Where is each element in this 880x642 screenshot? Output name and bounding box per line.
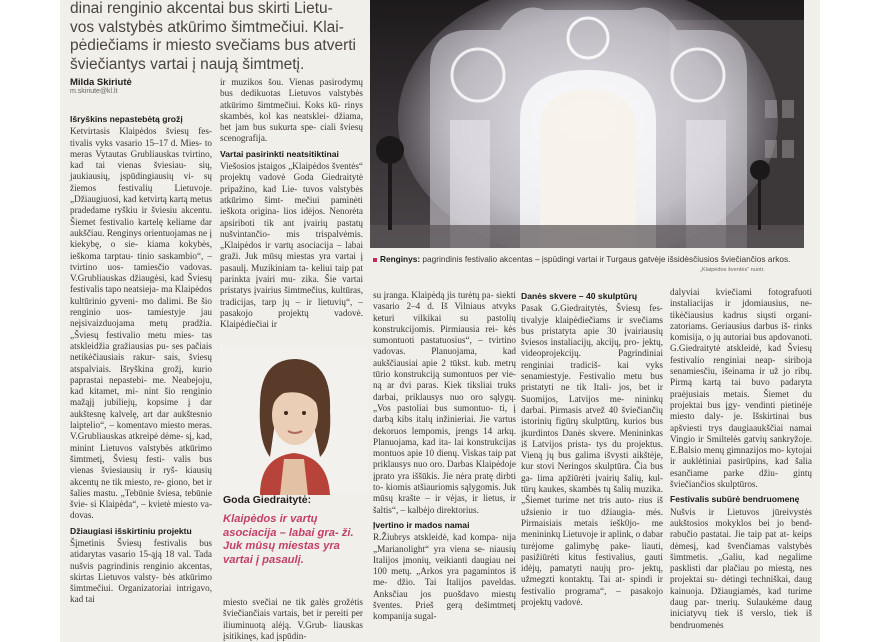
- section-heading: Džiaugiasi išskirtiniu projektu: [70, 525, 192, 536]
- caption-text: pagrindinis festivalio akcentas – įspūdingi vartai ir Turgaus gatvėje išsidėsčiusios šviečiančios arkos.: [422, 254, 791, 264]
- section-heading: Festivalis subūrė bendruomenę: [670, 494, 800, 505]
- body-text: Šįmetinis Šviesų festivalis bus atidarytas vasario 15-ąją 18 val. Tada nušvis pagrindinis renginio akcentas, skirtas Lietuvos valsty- bės atkūrimo šimtmečiui. Organizatoriai intrigavo, kad tai: [70, 537, 212, 605]
- headline-lead: dinai renginio akcentai bus skirti Lietu- vos valstybės atkūrimo šimtmečiui. Klai- pėdiečiams ir miesto svečiams bus atverti šviečiantys vartai į naują šimtmetį.: [70, 0, 356, 73]
- body-text: Ketvirtasis Klaipėdos šviesų fes- tivalis vyks vasario 15–17 d. Mies- to meras Vytautas Grubliauskas tvirtino, kad tai vienas šviesiau- sių, jaukiausių, įspūdingiausių vi- sų žiemos festivalių Lietuvoje. „Džiaugiuosi, kad ketvirtą kartą metus pradedame ryškiu ir šviesiu akcentu. Šiemet festivalio kartelę keliame dar aukščiau. Renginys orientuojamas ne į kiekybę, o sie- kiama kokybės, ieškoma tarptau- tinio saskambio“, – tvirtino uos- tamiesčio vadovas. V.Grubliauskas džiaugėsi, kad Šviesų festivalis tapo neatsieja- ma Klaipėdos kultūrinio gyveni- mo dalimi. Be šio renginio uos- tamiestyje jau neįsivaizduojama metų pradžia. „Šviesų festivalio metu mies- tas atskleidžia gražiausias pu- ses pačiais netikėčiausiais rakur- sais, šviesų atspalviais. Išryškina grožį, kurio paprastai nepastebi- me. Neabejoju, kad kitamet, mi- nint šio renginio mažąjį jubiliejų, kopsime į dar aukštesnę kalvelę, art dar aukštesnio laiptelio“, – komentavo miesto meras. V.Grubliauskas atkreipė dėme- sį, kad, minint Lietuvos valstybės atkūrimo šimtmetį, Šviesų festi- valis bus vienas šviesiausių ir ryš- kiausių akcentų ne tik miesto, re- giono, bet ir šalies mastu. „Tebūnie šviesa, tebūnie švie- si Klaipėda“, – kvietė miesto va- dovas.: [70, 126, 212, 521]
- body-text: Pasak G.Giedraitytės, Šviesų fes- tivalyje klaipėdiečiams ir svečiams bus pristatyta apie 30 įvairiausių šviesos instaliacijų, akcijų, pro- jektų, videoprojekcijų. Pagrindiniai renginiai tradiciš- kai vyks senamiestyje. Festivalio metu bus pristatyti ne tik Itali- jos, bet ir Suomijos, Latvijos me- nininkų darbai. Pirmasis atvež 40 šviečiančių istorinių figūrų skulptūrų, kurios bus įkurdintos Danės skvere. Menininkas iš Latvijos prista- tys du projektus. Vieną jų bus galima išvysti aikštėje, kur stovi Neringos skulptūra. Čia bus ga- lima apžiūrėti įvairių šalių, kul- tūrų kaukes, skambės tų šalių muzika. „Šiemet turime net tris auto- rius iš užsienio ir tuo džiaugia- mės. Pirmaisiais metais iešk0jo- me menininkų Lietuvoje ir aplink, o dabar turėjome galimybę pake- liauti, pasižiūrėti kitus festivalius, gauti idėjų, pamatyti naujų pro- jektų, užmegzti kontaktų. Tai at- spindi ir festivalio programa“, – pasakojo projektų vadovė.: [521, 303, 663, 608]
- body-text: R.Žiubrys atskleidė, kad kompa- nija „Marianolight“ yra viena se- niausių Italijos įmonių, veikianti daugiau nei 100 metų. „Arkos yra pagamintos iš me- džio. Tai Italijos paveldas. Anksčiau jos puošdavo miestų šventes. Prieš gerą dešimtmetį kompanija sugal-: [373, 532, 516, 622]
- section-heading: Danės skvere – 40 skulptūrų: [521, 291, 638, 301]
- body-text: Viešosios įstaigos „Klaipėdos šventės“ projektų vadovė Goda Giedraitytė pripažino, kad Lie- tuvos valstybės atkūrimo šimt- mečiui paminėti ieškota origina- lios idėjos. Nenorėta apsiriboti tik ant įvairių pastatų nušvintančio- mis trispalvėmis. „Klaipėdos ir vartų asociacija – labai graži. Juk mūsų miestas yra vartai į pasaulį. Muzikiniam ta- keliui taip pat parinkta įvairi mu- zika. Šie vartai pristatys įvairius šimtmečius, kultūras, tradicijas, tarp jų – ir lietuvių“, – pasakojo projektų vadovė. Klaipėdiečiai ir: [220, 161, 363, 330]
- section-heading: Vartai pasirinkti neatsitiktinai: [220, 148, 339, 159]
- newspaper-page: [60, 0, 820, 642]
- article-column-3: [373, 290, 516, 624]
- body-text: su įranga. Klaipėdą jis turėtų pa- siekti vasario 2–4 d. Iš Vilniaus atvyks keturi vilkikai su pastolių konstrukcijomis. Pirmiausia rei- kės sumontuoti pastatuosius“, – tvirtino vadovas. Planuojama, kad aukščiausiai apie 2 tūkst. kub. metrų tūrio konstrukciją sumontuos per vie- ną ar dvi paras. Kiek tiksliai truks darbai, priklausys nuo oro sąlygų. „Vos pastoliai bus sumontuo- ti, į darbą kibs italų inžinieriai. Jie vartus dekoruos lempomis, įrengs 14 arkų. Planuojama, kad ita- lai konstrukcijas montuos apie 10 dienų. Viskas taip pat priklausys nuo oro. Darbas Klaipėdoje įprato yra iššūkis. Jie nėra pratę dirbti to- kiomis atšiauriomis sąlygomis. Juk mūsų krašte – ir vėjas, ir lietus, ir šaltis“, – kalbėjo direktorius.: [373, 290, 516, 515]
- body-text: Nušvis ir Lietuvos jūreivystės aukštosios mokyklos bei jo bend- rabučio pastatai. Jie taip pat at- keips dėmesį, kad švenčiamas valstybės šimtmetis. „Galiu, kad negalime pasklisti dar plačiau po miestą, nes projektai su- dėtingi techniškai, daug kainuoja. Džiaugiamės, kad turime daug par- tnerių. Sulaukėme daug iniciatyvų tiek iš verslo, tiek iš bendruomenės: [670, 506, 812, 630]
- caption-tag: Renginys:: [373, 254, 420, 264]
- photo-credit: „Klaipėdos šventės“ nuotr.: [700, 267, 765, 273]
- author-name: Milda Skiriutė: [70, 77, 132, 88]
- photo-caption: [373, 254, 803, 264]
- article-column-4: [521, 287, 663, 609]
- pull-quote: Klaipėdos ir vartų asociacija – labai gra- ži. Juk mūsų miestas yra vartai į pasaulį.: [223, 513, 354, 566]
- body-text: miesto svečiai ne tik galės grožėtis šviečiančiais vartais, bet ir pereiti per iliuminuotą alėją. V.Grub- liauskas įsitikinęs, kad įspūdin-: [223, 597, 363, 641]
- portrait-photo: [220, 345, 368, 495]
- section-heading: Išryškins nepastebėtą grožį: [70, 114, 183, 124]
- article-column-2-bottom: [223, 597, 363, 642]
- woman-portrait-image: [220, 345, 368, 495]
- body-text: ir muzikos šou. Vienas pasirodymų bus dedikuotas Lietuvos valstybės atkūrimo šimtmečiui. Koks kū- rinys skambės, kol kas neatsklei- džiama, bet jam bus sukurta spe- ciali šviesų scenografija.: [220, 77, 363, 144]
- article-column-5: [670, 287, 812, 632]
- festival-photo: [370, 0, 804, 248]
- article-column-1: [70, 110, 212, 607]
- portrait-name: Goda Giedraitytė:: [223, 494, 312, 506]
- section-heading: Įvertino ir mados namai: [373, 519, 470, 530]
- byline: [70, 77, 132, 95]
- article-column-2: [220, 77, 363, 332]
- author-email: m.skiriute@kl.lt: [70, 88, 118, 95]
- illuminated-gate-image: [370, 0, 804, 248]
- body-text: dalyviai kviečiami fotografuoti instaliacijas ir jdomiausius, ne- tikėčiausius kadrus siųsti organi- zatoriams. Geriausius darbus iš- rinks komisija, o jų autoriai bus apdovanoti. G.Giedraitytė atskleidė, kad Šviesų festivalio renginiai neap- siriboja senamiesčiu, išeinama ir už jo ribų. Pirmą kartą tai buvo padaryta praėjusiais metais. Šiemet du projektai bus įgy- vendinti pietinėje miesto daly- je. Išskirtinai bus apšviesti trys daugiaaukščiai namai Vingio ir Smiltelės gatvių sankryžoje. E.Balsio menų gimnazijos mo- kytojai ir auklėtiniai pasirūpins, kad šalia esančiame parke džiu- gintų šviečiančios skulptūros.: [670, 287, 812, 490]
